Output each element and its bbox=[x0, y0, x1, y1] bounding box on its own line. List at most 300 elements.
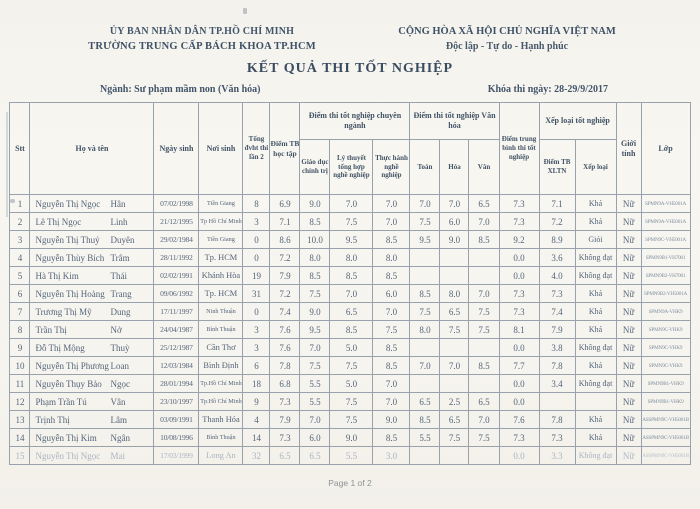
family-middle-name: Nguyễn Thị Ngọc bbox=[35, 198, 101, 209]
col-header-gdct: Giáo dục chính trị bbox=[300, 140, 330, 195]
results-table bbox=[9, 102, 690, 465]
cell-tb-xltn: 7.3 bbox=[539, 285, 575, 303]
table-row bbox=[10, 411, 690, 429]
cell-van: 8.5 bbox=[469, 357, 499, 375]
cell-th: 7.0 bbox=[373, 303, 410, 321]
cell-toan: 7.5 bbox=[410, 303, 440, 321]
cell-tb-thi: 0.0 bbox=[499, 339, 539, 357]
cell-dvht: 14 bbox=[243, 429, 270, 447]
table-row bbox=[10, 321, 690, 339]
cell-tb-xltn: 3.6 bbox=[539, 249, 575, 267]
cell-gdct: 7.0 bbox=[300, 339, 330, 357]
cell-tb-xltn: 7.1 bbox=[539, 195, 575, 213]
cell-gioi: Nữ bbox=[616, 339, 641, 357]
cell-stt: 6 bbox=[10, 285, 30, 303]
cell-toan bbox=[410, 339, 440, 357]
given-name: Ngân bbox=[110, 432, 130, 443]
national-title: CỘNG HÒA XÃ HỘI CHỦ NGHĨA VIỆT NAM bbox=[398, 26, 616, 37]
cell-gdct: 5.5 bbox=[300, 375, 330, 393]
cell-gioi: Nữ bbox=[616, 195, 641, 213]
cell-xeploai bbox=[575, 393, 616, 411]
cell-dvht: 9 bbox=[243, 393, 270, 411]
cell-tb-thi: 0.0 bbox=[499, 447, 539, 465]
cell-gioi: Nữ bbox=[616, 393, 641, 411]
cell-toan: 7.0 bbox=[410, 195, 440, 213]
cell-xeploai: Khá bbox=[575, 321, 616, 339]
cell-dob: 09/06/1992 bbox=[154, 285, 199, 303]
cell-van: 8.5 bbox=[469, 231, 499, 249]
cell-hoa: 9.0 bbox=[440, 231, 469, 249]
cell-gdct: 9.5 bbox=[300, 321, 330, 339]
cell-hoa: 7.5 bbox=[440, 321, 469, 339]
cell-pob: Khánh Hòa bbox=[199, 267, 243, 285]
cell-gdct: 10.0 bbox=[300, 231, 330, 249]
cell-gioi: Nữ bbox=[616, 357, 641, 375]
cell-dvht: 0 bbox=[243, 231, 270, 249]
cell-th: 7.0 bbox=[373, 393, 410, 411]
given-name: Mai bbox=[110, 450, 125, 461]
col-header-thuc-hanh: Thực hành nghề nghiệp bbox=[373, 140, 410, 195]
cell-tb-thi: 7.3 bbox=[499, 213, 539, 231]
cell-van: 7.0 bbox=[469, 213, 499, 231]
cell-xeploai: Không đạt bbox=[575, 339, 616, 357]
cell-tb-xltn: 7.2 bbox=[539, 213, 575, 231]
cell-lt: 6.5 bbox=[330, 303, 373, 321]
cell-stt: 15 bbox=[10, 447, 30, 465]
cell-lop: SPMN9B1-VH7001 bbox=[641, 249, 690, 267]
family-middle-name: Nguyễn Thị Ngọc bbox=[35, 450, 101, 461]
cell-tb-hoc: 6.8 bbox=[270, 375, 300, 393]
national-motto: Độc lập - Tự do - Hạnh phúc bbox=[445, 41, 569, 52]
given-name: Dung bbox=[110, 306, 131, 317]
cell-tb-hoc: 7.2 bbox=[270, 285, 300, 303]
cell-pob: Tp Hồ Chí Minh bbox=[199, 213, 243, 231]
cell-tb-hoc: 6.9 bbox=[270, 195, 300, 213]
table-row bbox=[10, 303, 690, 321]
given-name: Trâm bbox=[110, 252, 130, 263]
table-row bbox=[10, 231, 690, 249]
cell-xeploai: Không đạt bbox=[575, 447, 616, 465]
cell-dob: 02/02/1991 bbox=[154, 267, 199, 285]
cell-dvht: 4 bbox=[243, 411, 270, 429]
cell-xeploai: Khá bbox=[575, 411, 616, 429]
cell-xeploai: Không đạt bbox=[575, 375, 616, 393]
family-middle-name: Nguyễn Thụy Bảo bbox=[35, 378, 102, 389]
cell-toan bbox=[410, 447, 440, 465]
cell-toan bbox=[410, 375, 440, 393]
cell-dvht: 32 bbox=[243, 447, 270, 465]
org-parent-name: ỦY BAN NHÂN DÂN TP.HỒ CHÍ MINH bbox=[109, 26, 295, 37]
cell-tb-xltn: 3.3 bbox=[539, 447, 575, 465]
cell-tb-hoc: 7.6 bbox=[270, 321, 300, 339]
cell-tb-xltn bbox=[539, 393, 575, 411]
cell-hoa: 7.5 bbox=[440, 429, 469, 447]
cell-pob: Ninh Thuận bbox=[199, 303, 243, 321]
family-middle-name: Lê Thị Ngọc bbox=[35, 216, 82, 227]
cell-dob: 07/02/1998 bbox=[154, 195, 199, 213]
cell-toan: 7.5 bbox=[410, 213, 440, 231]
cell-th: 8.0 bbox=[373, 249, 410, 267]
cell-pob: Thanh Hóa bbox=[199, 411, 243, 429]
col-header-van: Văn bbox=[469, 140, 499, 195]
cell-ho-va-ten bbox=[30, 231, 154, 249]
table-row bbox=[10, 267, 690, 285]
cell-gioi: Nữ bbox=[616, 213, 641, 231]
cell-lt: 8.5 bbox=[330, 321, 373, 339]
national-heading bbox=[352, 26, 662, 52]
cell-van: 7.5 bbox=[469, 429, 499, 447]
cell-gdct: 8.5 bbox=[300, 267, 330, 285]
major-label: Ngành: Sư phạm mầm non (Văn hóa) bbox=[100, 84, 261, 95]
exam-date-label: Khóa thi ngày: 28-29/9/2017 bbox=[487, 84, 608, 95]
cell-lop: ASSPMN9C-VH5001B bbox=[641, 411, 690, 429]
cell-tb-xltn: 7.4 bbox=[539, 303, 575, 321]
col-header-dvht: Tổng đvht thi lần 2 bbox=[243, 103, 270, 195]
cell-xeploai: Khá bbox=[575, 285, 616, 303]
cell-hoa: 7.0 bbox=[440, 195, 469, 213]
cell-tb-thi: 7.3 bbox=[499, 429, 539, 447]
cell-stt: 3 bbox=[10, 231, 30, 249]
cell-ho-va-ten bbox=[30, 267, 154, 285]
table-row bbox=[10, 195, 690, 213]
family-middle-name: Nguyễn Thị Phương bbox=[35, 360, 109, 371]
org-school-name: TRƯỜNG TRUNG CẤP BÁCH KHOA TP.HCM bbox=[88, 41, 316, 52]
cell-lop: SPMN9A-VH5001A bbox=[641, 195, 690, 213]
cell-dob: 12/03/1984 bbox=[154, 357, 199, 375]
cell-gioi: Nữ bbox=[616, 429, 641, 447]
given-name: Lâm bbox=[110, 414, 127, 425]
cell-tb-xltn: 7.3 bbox=[539, 429, 575, 447]
cell-lop: ASSPMN9C-VH5001B bbox=[641, 447, 690, 465]
col-header-xep-loai: Xếp loại bbox=[575, 140, 616, 195]
cell-toan: 7.0 bbox=[410, 357, 440, 375]
family-middle-name: Trịnh Thị bbox=[35, 414, 70, 425]
cell-dvht: 3 bbox=[243, 321, 270, 339]
cell-ho-va-ten bbox=[30, 321, 154, 339]
cell-dvht: 6 bbox=[243, 357, 270, 375]
cell-xeploai: Khá bbox=[575, 357, 616, 375]
cell-gioi: Nữ bbox=[616, 231, 641, 249]
cell-xeploai: Khá bbox=[575, 303, 616, 321]
cell-lt: 7.0 bbox=[330, 195, 373, 213]
cell-stt: 8 bbox=[10, 321, 30, 339]
cell-th: 7.0 bbox=[373, 375, 410, 393]
cell-tb-hoc: 7.4 bbox=[270, 303, 300, 321]
cell-th: 7.5 bbox=[373, 321, 410, 339]
cell-gdct: 9.0 bbox=[300, 195, 330, 213]
cell-van: 7.5 bbox=[469, 321, 499, 339]
cell-pob: Tp. HCM bbox=[199, 249, 243, 267]
cell-pob: Long An bbox=[199, 447, 243, 465]
cell-gioi: Nữ bbox=[616, 375, 641, 393]
cell-hoa bbox=[440, 249, 469, 267]
cell-tb-hoc: 7.8 bbox=[270, 357, 300, 375]
cell-van: 6.5 bbox=[469, 195, 499, 213]
cell-tb-xltn: 3.8 bbox=[539, 339, 575, 357]
cell-tb-hoc: 7.2 bbox=[270, 249, 300, 267]
cell-toan bbox=[410, 249, 440, 267]
cell-tb-thi: 0.0 bbox=[499, 267, 539, 285]
cell-hoa: 8.0 bbox=[440, 285, 469, 303]
cell-pob: Bình Định bbox=[199, 357, 243, 375]
cell-tb-hoc: 6.5 bbox=[270, 447, 300, 465]
given-name: Hân bbox=[110, 198, 126, 209]
cell-lop: SPMN9B2-VH7001 bbox=[641, 267, 690, 285]
cell-tb-thi: 7.3 bbox=[499, 285, 539, 303]
cell-dvht: 8 bbox=[243, 195, 270, 213]
cell-tb-thi: 0.0 bbox=[499, 375, 539, 393]
cell-pob: Cần Thơ bbox=[199, 339, 243, 357]
cell-th: 7.0 bbox=[373, 195, 410, 213]
cell-th: 6.0 bbox=[373, 285, 410, 303]
cell-toan: 6.5 bbox=[410, 393, 440, 411]
cell-lt: 9.5 bbox=[330, 231, 373, 249]
cell-dob: 23/10/1997 bbox=[154, 393, 199, 411]
col-header-hoa: Hóa bbox=[440, 140, 469, 195]
cell-lop: SPMN9B1-VHK9 bbox=[641, 375, 690, 393]
cell-dvht: 0 bbox=[243, 249, 270, 267]
col-group-xep-loai: Xếp loại tốt nghiệp bbox=[539, 103, 616, 140]
cell-van: 7.0 bbox=[469, 285, 499, 303]
results-table-body bbox=[10, 195, 690, 465]
cell-van: 7.0 bbox=[469, 411, 499, 429]
cell-hoa: 6.5 bbox=[440, 303, 469, 321]
cell-ho-va-ten bbox=[30, 429, 154, 447]
scan-speck bbox=[10, 199, 15, 203]
cell-xeploai: Giỏi bbox=[575, 231, 616, 249]
cell-gdct: 6.0 bbox=[300, 429, 330, 447]
cell-pob: Tp. HCM bbox=[199, 285, 243, 303]
cell-dob: 03/09/1991 bbox=[154, 411, 199, 429]
given-name: Trang bbox=[110, 288, 132, 299]
cell-xeploai: Không đạt bbox=[575, 267, 616, 285]
cell-tb-hoc: 7.9 bbox=[270, 411, 300, 429]
cell-tb-thi: 0.0 bbox=[499, 393, 539, 411]
cell-dvht: 3 bbox=[243, 213, 270, 231]
cell-gdct: 6.5 bbox=[300, 447, 330, 465]
cell-stt: 2 bbox=[10, 213, 30, 231]
cell-gdct: 5.5 bbox=[300, 393, 330, 411]
col-group-chuyen-nganh: Điểm thi tốt nghiệp chuyên ngành bbox=[300, 103, 410, 140]
cell-stt: 5 bbox=[10, 267, 30, 285]
col-header-gioi-tinh: Giới tính bbox=[616, 103, 641, 195]
cell-van bbox=[469, 375, 499, 393]
cell-ho-va-ten bbox=[30, 249, 154, 267]
cell-ho-va-ten bbox=[30, 339, 154, 357]
cell-lt: 7.5 bbox=[330, 393, 373, 411]
cell-tb-xltn: 7.8 bbox=[539, 357, 575, 375]
cell-hoa: 7.0 bbox=[440, 357, 469, 375]
cell-ho-va-ten bbox=[30, 447, 154, 465]
given-name: Duyên bbox=[110, 234, 135, 245]
cell-ho-va-ten bbox=[30, 303, 154, 321]
table-row bbox=[10, 357, 690, 375]
cell-th: 8.5 bbox=[373, 267, 410, 285]
cell-dob: 24/04/1987 bbox=[154, 321, 199, 339]
cell-tb-hoc: 7.6 bbox=[270, 339, 300, 357]
cell-lop: ASSPMN9C-VH5001B bbox=[641, 429, 690, 447]
cell-van bbox=[469, 267, 499, 285]
scan-speck bbox=[243, 8, 247, 14]
cell-tb-hoc: 7.1 bbox=[270, 213, 300, 231]
cell-hoa bbox=[440, 339, 469, 357]
cell-van bbox=[469, 249, 499, 267]
cell-ho-va-ten bbox=[30, 411, 154, 429]
cell-dob: 28/11/1992 bbox=[154, 249, 199, 267]
document-title: KẾT QUẢ THI TỐT NGHIỆP bbox=[246, 61, 454, 76]
given-name: Vân bbox=[110, 396, 126, 407]
results-table-head bbox=[10, 103, 690, 195]
cell-ho-va-ten bbox=[30, 285, 154, 303]
cell-tb-xltn: 7.8 bbox=[539, 411, 575, 429]
scan-edge-artifact bbox=[6, 112, 8, 217]
cell-gdct: 7.5 bbox=[300, 357, 330, 375]
col-header-ly-thuyet: Lý thuyết tổng hợp nghề nghiệp bbox=[330, 140, 373, 195]
given-name: Thái bbox=[110, 270, 127, 281]
cell-lop: SPMN9C-VH5001A bbox=[641, 231, 690, 249]
cell-dob: 17/11/1997 bbox=[154, 303, 199, 321]
cell-ho-va-ten bbox=[30, 375, 154, 393]
cell-pob: Tiền Giang bbox=[199, 195, 243, 213]
cell-stt: 11 bbox=[10, 375, 30, 393]
page-number: Page 1 of 2 bbox=[328, 478, 372, 488]
cell-xeploai: Khá bbox=[575, 195, 616, 213]
cell-lt: 8.0 bbox=[330, 249, 373, 267]
cell-tb-thi: 8.1 bbox=[499, 321, 539, 339]
cell-xeploai: Không đạt bbox=[575, 249, 616, 267]
document-subheader bbox=[0, 84, 700, 95]
family-middle-name: Trần Thị bbox=[35, 324, 67, 335]
cell-tb-thi: 7.6 bbox=[499, 411, 539, 429]
cell-dvht: 19 bbox=[243, 267, 270, 285]
cell-lt: 8.5 bbox=[330, 267, 373, 285]
family-middle-name: Phạm Trần Tú bbox=[35, 396, 87, 407]
cell-gdct: 7.5 bbox=[300, 285, 330, 303]
cell-dvht: 18 bbox=[243, 375, 270, 393]
cell-gioi: Nữ bbox=[616, 267, 641, 285]
col-header-lop: Lớp bbox=[641, 103, 690, 195]
cell-gioi: Nữ bbox=[616, 285, 641, 303]
cell-stt: 13 bbox=[10, 411, 30, 429]
cell-xeploai: Khá bbox=[575, 429, 616, 447]
cell-hoa bbox=[440, 447, 469, 465]
family-middle-name: Nguyễn Thị Thuỷ bbox=[35, 234, 100, 245]
cell-lt: 7.5 bbox=[330, 411, 373, 429]
cell-tb-hoc: 8.6 bbox=[270, 231, 300, 249]
family-middle-name: Nguyễn Thị Kim bbox=[35, 432, 97, 443]
cell-lt: 9.0 bbox=[330, 429, 373, 447]
cell-tb-xltn: 7.9 bbox=[539, 321, 575, 339]
table-row bbox=[10, 447, 690, 465]
cell-van bbox=[469, 339, 499, 357]
cell-tb-hoc: 7.9 bbox=[270, 267, 300, 285]
cell-gdct: 9.0 bbox=[300, 303, 330, 321]
cell-lop: SPMN9B1-VHK9 bbox=[641, 393, 690, 411]
cell-lt: 5.0 bbox=[330, 339, 373, 357]
cell-tb-thi: 7.7 bbox=[499, 357, 539, 375]
family-middle-name: Hà Thị Kim bbox=[35, 270, 79, 281]
cell-th: 8.5 bbox=[373, 231, 410, 249]
cell-gdct: 7.0 bbox=[300, 411, 330, 429]
cell-lop: SPMN9A-VH5001A bbox=[641, 213, 690, 231]
cell-lt: 5.0 bbox=[330, 375, 373, 393]
cell-dob: 17/03/1999 bbox=[154, 447, 199, 465]
cell-toan: 8.5 bbox=[410, 411, 440, 429]
cell-gioi: Nữ bbox=[616, 321, 641, 339]
cell-lop: SPMN9C-VHK9 bbox=[641, 357, 690, 375]
cell-lop: SPMN9C-VHK9 bbox=[641, 339, 690, 357]
cell-th: 8.5 bbox=[373, 429, 410, 447]
col-group-van-hoa: Điểm thi tốt nghiệp Văn hóa bbox=[410, 103, 499, 140]
cell-toan: 9.5 bbox=[410, 231, 440, 249]
cell-lt: 7.0 bbox=[330, 285, 373, 303]
cell-tb-hoc: 7.3 bbox=[270, 429, 300, 447]
table-row bbox=[10, 375, 690, 393]
col-header-tb-hoc: Điểm TB học tập bbox=[270, 103, 300, 195]
cell-pob: Tiền Giang bbox=[199, 231, 243, 249]
cell-ho-va-ten bbox=[30, 393, 154, 411]
cell-stt: 9 bbox=[10, 339, 30, 357]
cell-lop: SPMN9A-VHK9 bbox=[641, 303, 690, 321]
cell-hoa bbox=[440, 375, 469, 393]
cell-ho-va-ten bbox=[30, 213, 154, 231]
cell-van: 6.5 bbox=[469, 393, 499, 411]
cell-gioi: Nữ bbox=[616, 303, 641, 321]
cell-th: 9.0 bbox=[373, 411, 410, 429]
cell-th: 8.5 bbox=[373, 357, 410, 375]
cell-lt: 7.5 bbox=[330, 357, 373, 375]
cell-dob: 29/02/1984 bbox=[154, 231, 199, 249]
cell-tb-thi: 0.0 bbox=[499, 249, 539, 267]
family-middle-name: Nguyễn Thị Hoàng bbox=[35, 288, 105, 299]
table-row bbox=[10, 393, 690, 411]
cell-gioi: Nữ bbox=[616, 249, 641, 267]
col-header-pob: Nơi sinh bbox=[199, 103, 243, 195]
cell-pob: Tp.Hồ Chí Minh bbox=[199, 393, 243, 411]
family-middle-name: Đỗ Thị Mộng bbox=[35, 342, 85, 353]
cell-th: 3.0 bbox=[373, 447, 410, 465]
cell-dvht: 31 bbox=[243, 285, 270, 303]
family-middle-name: Trương Thị Mỹ bbox=[35, 306, 92, 317]
cell-lop: SPMN9B2-VH5001A bbox=[641, 285, 690, 303]
cell-hoa bbox=[440, 267, 469, 285]
cell-xeploai: Khá bbox=[575, 213, 616, 231]
table-row bbox=[10, 285, 690, 303]
document-header bbox=[0, 0, 700, 52]
given-name: Nở bbox=[110, 324, 122, 335]
cell-van bbox=[469, 447, 499, 465]
given-name: Thuỳ bbox=[110, 342, 130, 353]
cell-gdct: 8.0 bbox=[300, 249, 330, 267]
cell-tb-xltn: 3.4 bbox=[539, 375, 575, 393]
cell-van: 7.5 bbox=[469, 303, 499, 321]
cell-th: 7.0 bbox=[373, 213, 410, 231]
cell-toan: 8.5 bbox=[410, 285, 440, 303]
cell-stt: 10 bbox=[10, 357, 30, 375]
cell-ho-va-ten bbox=[30, 357, 154, 375]
table-row bbox=[10, 213, 690, 231]
col-header-dob: Ngày sinh bbox=[154, 103, 199, 195]
cell-dvht: 3 bbox=[243, 339, 270, 357]
cell-stt: 7 bbox=[10, 303, 30, 321]
table-row bbox=[10, 249, 690, 267]
cell-tb-thi: 9.2 bbox=[499, 231, 539, 249]
col-header-toan: Toán bbox=[410, 140, 440, 195]
family-middle-name: Nguyễn Thùy Bích bbox=[35, 252, 105, 263]
cell-dvht: 0 bbox=[243, 303, 270, 321]
cell-tb-xltn: 4.0 bbox=[539, 267, 575, 285]
cell-stt: 1 bbox=[10, 195, 30, 213]
